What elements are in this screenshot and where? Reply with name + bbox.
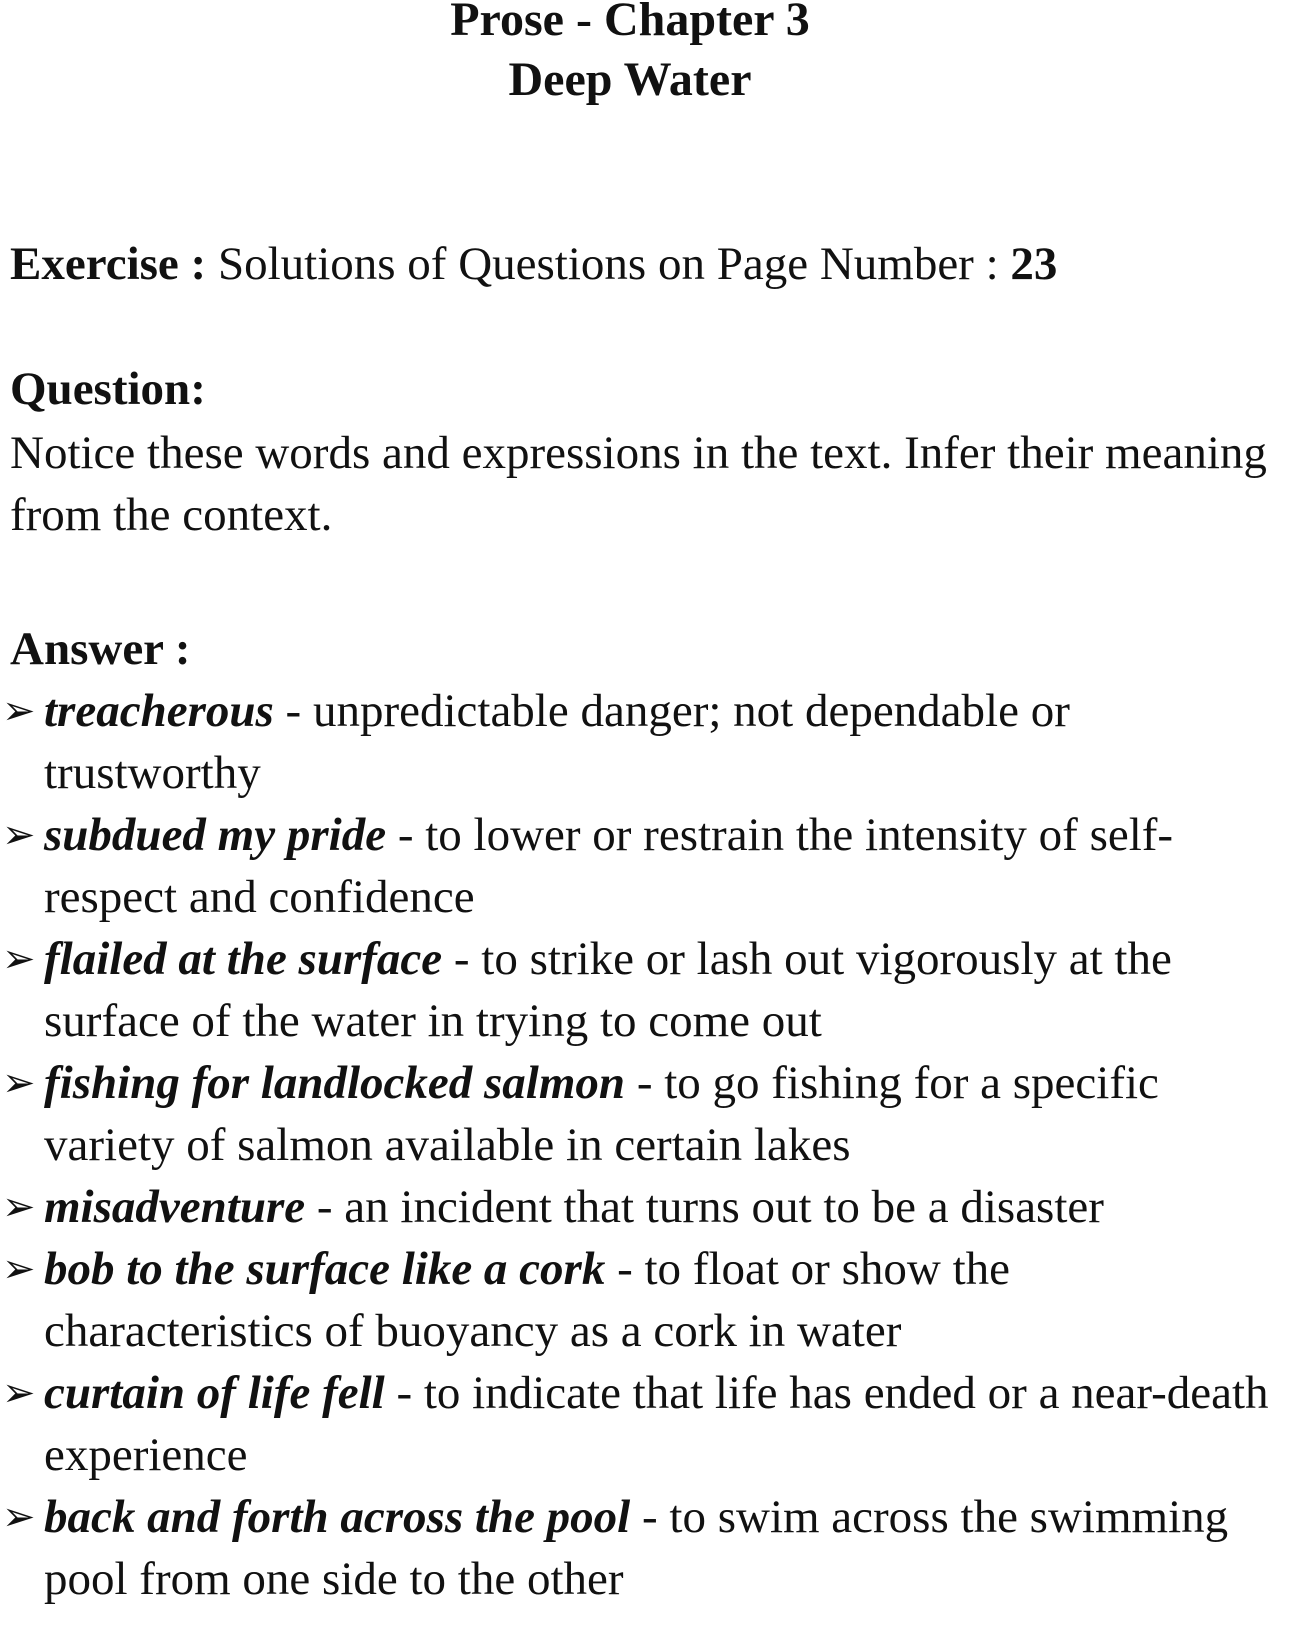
exercise-text: Solutions of Questions on Page Number : xyxy=(206,238,1011,290)
exercise-line xyxy=(10,235,1057,293)
list-item xyxy=(0,1362,1290,1486)
list-item xyxy=(0,1052,1290,1176)
answer-definition: - to lower or restrain the intensity of self-respect and confidence xyxy=(44,809,1174,923)
answer-term: bob to the surface like a cork xyxy=(44,1243,606,1295)
list-item xyxy=(0,804,1290,928)
answer-list xyxy=(0,680,1290,1610)
arrowhead-bullet-icon: ➢ xyxy=(2,1370,36,1415)
answer-term: treacherous xyxy=(44,685,274,737)
list-item xyxy=(0,928,1290,1052)
arrowhead-bullet-icon: ➢ xyxy=(2,936,36,981)
arrowhead-bullet-icon: ➢ xyxy=(2,1494,36,1539)
page-number: 23 xyxy=(1010,238,1058,290)
arrowhead-bullet-icon: ➢ xyxy=(2,688,36,733)
question-label: Question: xyxy=(10,363,206,415)
answer-term: fishing for landlocked salmon xyxy=(44,1057,626,1109)
page-header xyxy=(0,0,1260,110)
answer-definition: - to strike or lash out vigorously at the surface of the water in trying to come out xyxy=(44,933,1172,1047)
arrowhead-bullet-icon: ➢ xyxy=(2,812,36,857)
answer-term: back and forth across the pool xyxy=(44,1491,631,1543)
arrowhead-bullet-icon: ➢ xyxy=(2,1184,36,1229)
lesson-title: Deep Water xyxy=(508,53,752,106)
list-item xyxy=(0,1238,1290,1362)
answer-definition: - to swim across the swimming pool from one side to the other xyxy=(44,1491,1229,1605)
chapter-title: Prose - Chapter 3 xyxy=(450,0,810,46)
question-text: Notice these words and expressions in the text. Infer their meaning from the context. xyxy=(10,427,1267,541)
list-item xyxy=(0,1486,1290,1610)
answer-definition: - to indicate that life has ended or a near-death experience xyxy=(44,1367,1269,1481)
list-item xyxy=(0,680,1290,804)
answer-definition: - to go fishing for a specific variety of salmon available in certain lakes xyxy=(44,1057,1159,1171)
arrowhead-bullet-icon: ➢ xyxy=(2,1246,36,1291)
list-item xyxy=(0,1176,1290,1238)
answer-definition: - to float or show the characteristics of buoyancy as a cork in water xyxy=(44,1243,1010,1357)
answer-definition: - an incident that turns out to be a disaster xyxy=(305,1181,1104,1233)
answer-term: subdued my pride xyxy=(44,809,387,861)
arrowhead-bullet-icon: ➢ xyxy=(2,1060,36,1105)
answer-term: misadventure xyxy=(44,1181,306,1233)
answer-term: flailed at the surface xyxy=(44,933,443,985)
answer-definition: - unpredictable danger; not dependable or trustworthy xyxy=(44,685,1070,799)
exercise-label: Exercise : xyxy=(10,238,207,290)
answer-label: Answer : xyxy=(10,623,191,675)
answer-term: curtain of life fell xyxy=(44,1367,385,1419)
